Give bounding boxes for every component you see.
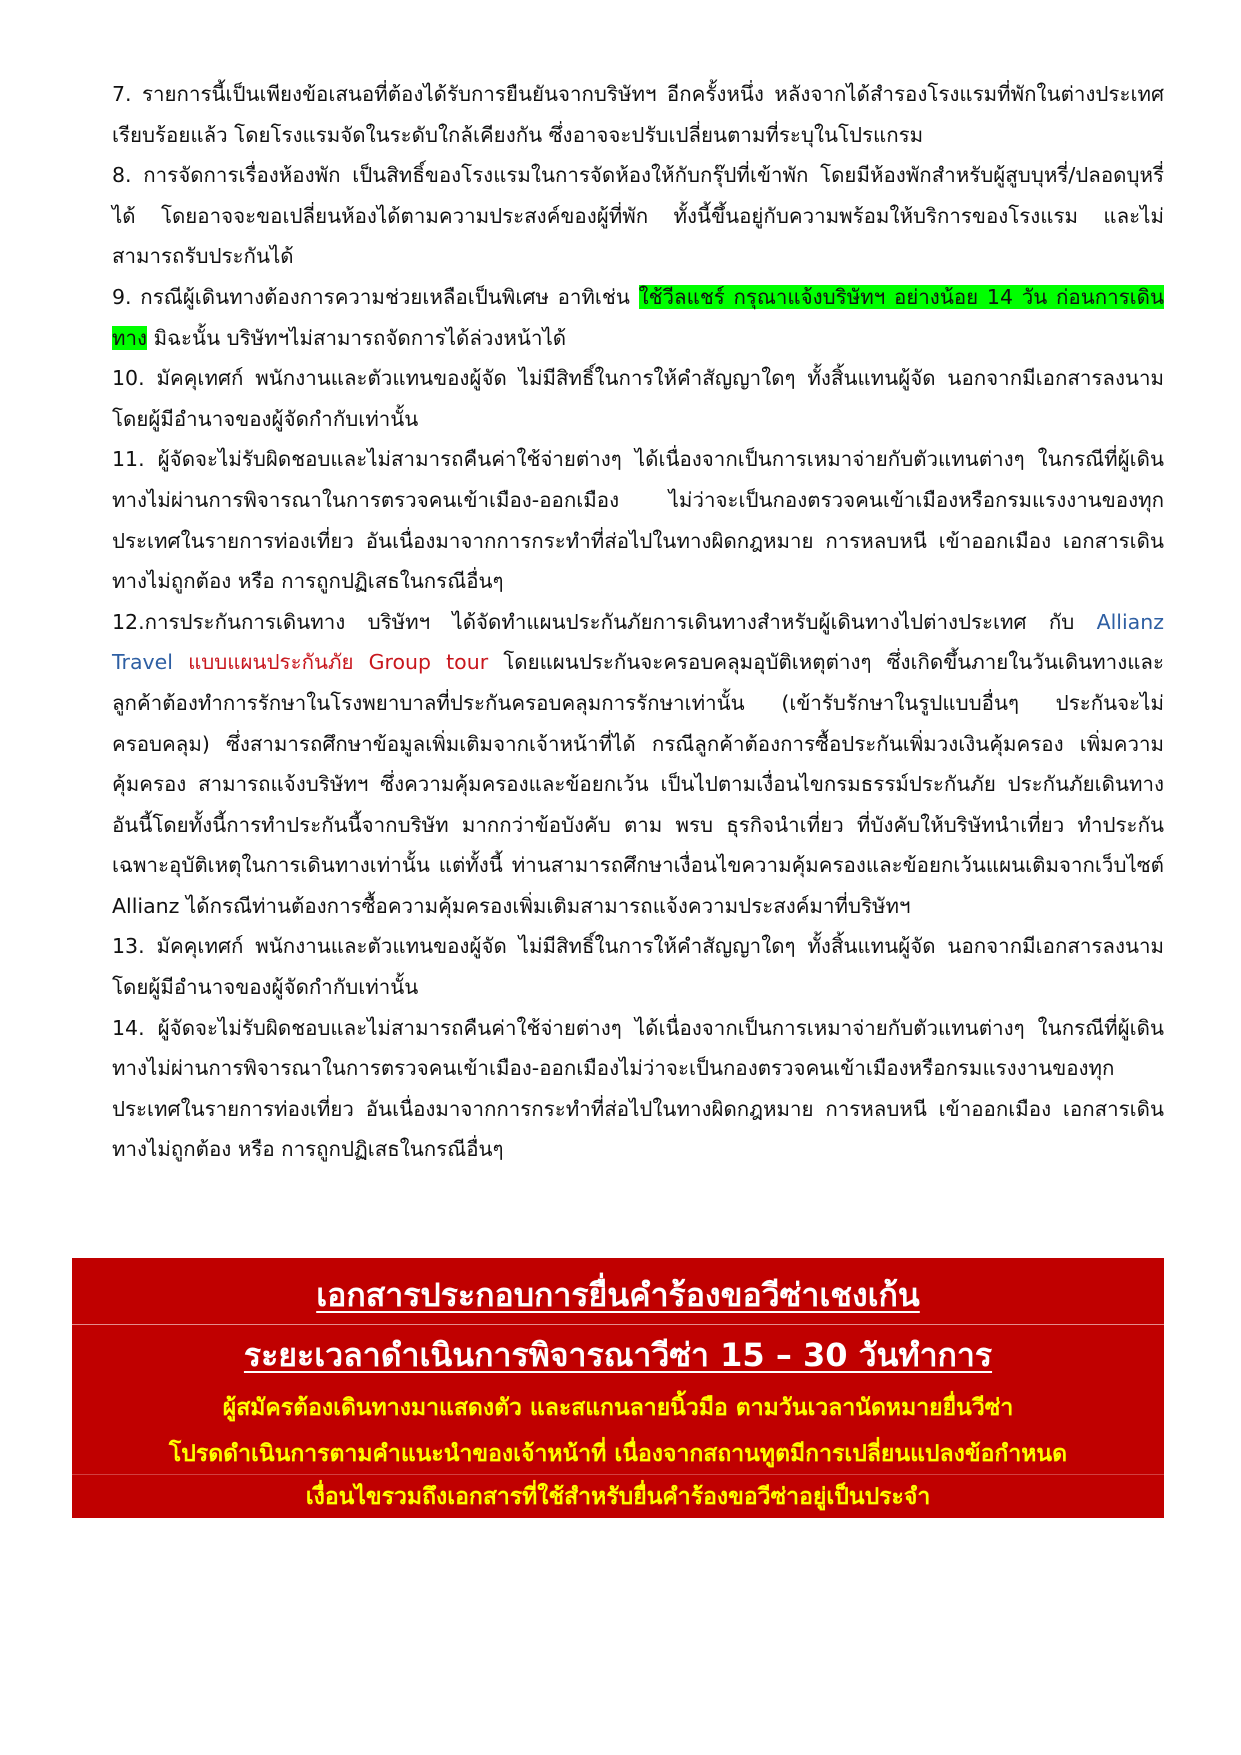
condition-item-12-text: 12.การประกันการเดินทาง บริษัทฯ ได้จัดทำแผนประกันภัยการเดินทางสำหรับผู้เดินทางไปต่างประเทศ กับ bbox=[112, 609, 1097, 634]
terms-conditions-text bbox=[112, 74, 1164, 1170]
condition-item-10: 10. มัคคุเทศก์ พนักงานและตัวแทนของผู้จัด ไม่มีสิทธิ์ในการให้คำสัญญาใดๆ ทั้งสิ้นแทนผู้จัด นอกจากมีเอกสารลงนามโดยผู้มีอำนาจของผู้จัดกำกับเท่านั้น bbox=[112, 366, 1164, 431]
banner-subtitle: ระยะเวลาดำเนินการพิจารณาวีซ่า 15 – 30 วันทำการ bbox=[243, 1336, 993, 1374]
condition-item-13: 13. มัคคุเทศก์ พนักงานและตัวแทนของผู้จัด ไม่มีสิทธิ์ในการให้คำสัญญาใดๆ ทั้งสิ้นแทนผู้จัด นอกจากมีเอกสารลงนามโดยผู้มีอำนาจของผู้จัดกำกับเท่านั้น bbox=[112, 934, 1164, 1000]
condition-item-7: 7. รายการนี้เป็นเพียงข้อเสนอที่ต้องได้รับการยืนยันจากบริษัทฯ อีกครั้งหนึ่ง หลังจากได้สำรองโรงแรมที่พักในต่างประเทศเรียบร้อยแล้ว โดยโรงแรมจัดในระดับใกล้เคียงกัน ซึ่งอาจจะปรับเปลี่ยนตามที่ระบุในโปรแกรม bbox=[112, 82, 1164, 147]
condition-item-14: 14. ผู้จัดจะไม่รับผิดชอบและไม่สามารถคืนค่าใช้จ่ายต่างๆ ได้เนื่องจากเป็นการเหมาจ่ายกับตัวแทนต่างๆ ในกรณีที่ผู้เดินทางไม่ผ่านการพิจารณาในการตรวจคนเข้าเมือง-ออกเมืองไม่ว่าจะเป็นกองตรวจคนเข้าเมืองหรือกรมแรงงานของทุกประเทศในรายการท่องเที่ยว อันเนื่องมาจากการกระทำที่ส่อไปในทางผิดกฎหมาย การหลบหนี เข้าออกเมือง เอกสารเดินทางไม่ถูกต้อง หรือ การถูกปฏิเสธในกรณีอื่นๆ bbox=[112, 1015, 1164, 1162]
banner-note-2: โปรดดำเนินการตามคำแนะนำของเจ้าหน้าที่ เนื่องจากสถานทูตมีการเปลี่ยนแปลงข้อกำหนด bbox=[168, 1441, 1068, 1467]
condition-item-12 bbox=[112, 602, 1164, 927]
wheelchair-notice-highlight: ใช้วีลแชร์ กรุณาแจ้งบริษัทฯ อย่างน้อย 14 วัน ก่อนการเดินทาง bbox=[112, 284, 1164, 350]
condition-item-9-tail: มิฉะนั้น บริษัทฯไม่สามารถจัดการได้ล่วงหน้าได้ bbox=[147, 325, 567, 350]
condition-item-11: 11. ผู้จัดจะไม่รับผิดชอบและไม่สามารถคืนค่าใช้จ่ายต่างๆ ได้เนื่องจากเป็นการเหมาจ่ายกับตัวแทนต่างๆ ในกรณีที่ผู้เดินทางไม่ผ่านการพิจารณาในการตรวจคนเข้าเมือง-ออกเมือง ไม่ว่าจะเป็นกองตรวจคนเข้าเมืองหรือกรมแรงงานของทุกประเทศในรายการท่องเที่ยว อันเนื่องมาจากการกระทำที่ส่อไปในทางผิดกฎหมาย การหลบหนี เข้าออกเมือง เอกสารเดินทางไม่ถูกต้อง หรือ การถูกปฏิเสธในกรณีอื่นๆ bbox=[112, 447, 1164, 594]
banner-title: เอกสารประกอบการยื่นคำร้องขอวีซ่าเชงเก้น bbox=[316, 1276, 920, 1314]
condition-item-9 bbox=[112, 277, 1164, 358]
visa-requirements-banner bbox=[72, 1258, 1164, 1518]
condition-item-12-tail: โดยแผนประกันจะครอบคลุมอุบัติเหตุต่างๆ ซึ่งเกิดขึ้นภายในวันเดินทางและลูกค้าต้องทำการรักษาในโรงพยาบาลที่ประกันครอบคลุมการรักษาเท่านั้น (เข้ารับรักษาในรูปแบบอื่นๆ ประกันจะไม่ครอบคลุม) ซึ่งสามารถศึกษาข้อมูลเพิ่มเติมจากเจ้าหน้าที่ได้ กรณีลูกค้าต้องการซื้อประกันเพิ่มวงเงินคุ้มครอง เพิ่มความคุ้มครอง สามารถแจ้งบริษัทฯ ซึ่งความคุ้มครองและข้อยกเว้น เป็นไปตามเงื่อนไขกรมธรรม์ประกันภัย ประกันภัยเดินทางอันนี้โดยทั้งนี้การทำประกันนี้จากบริษัท มากกว่าข้อบังคับ ตาม พรบ ธุรกิจนำเที่ยว ที่บังคับให้บริษัทนำเที่ยว ทำประกันเฉพาะอุบัติเหตุในการเดินทางเท่านั้น แต่ทั้งนี้ ท่านสามารถศึกษาเงื่อนไขความคุ้มครองและข้อยกเว้นแผนเติมจากเว็บไซต์ Allianz ได้กรณีท่านต้องการซื้อความคุ้มครองเพิ่มเติมสามารถแจ้งความประสงค์มาที่บริษัทฯ bbox=[112, 650, 1164, 918]
insurance-plan-name: แบบแผนประกันภัย Group tour bbox=[188, 650, 489, 675]
condition-item-9-text: 9. กรณีผู้เดินทางต้องการความช่วยเหลือเป็นพิเศษ อาทิเช่น bbox=[112, 284, 639, 309]
condition-item-8: 8. การจัดการเรื่องห้องพัก เป็นสิทธิ์ของโรงแรมในการจัดห้องให้กับกรุ๊ปที่เข้าพัก โดยมีห้องพักสำหรับผู้สูบบุหรี่/ปลอดบุหรี่ได้ โดยอาจจะขอเปลี่ยนห้องได้ตามความประสงค์ของผู้ที่พัก ทั้งนี้ขึ้นอยู่กับความพร้อมให้บริการของโรงแรม และไม่สามารถรับประกันได้ bbox=[112, 163, 1164, 269]
insurer-name: Allianz Travel bbox=[112, 609, 1164, 675]
banner-divider-2 bbox=[72, 1474, 1164, 1475]
banner-divider bbox=[72, 1324, 1164, 1325]
banner-note-3: เงื่อนไขรวมถึงเอกสารที่ใช้สำหรับยื่นคำร้องขอวีซ่าอยู่เป็นประจำ bbox=[305, 1484, 931, 1510]
banner-note-1: ผู้สมัครต้องเดินทางมาแสดงตัว และสแกนลายนิ้วมือ ตามวันเวลานัดหมายยื่นวีซ่า bbox=[222, 1395, 1014, 1421]
